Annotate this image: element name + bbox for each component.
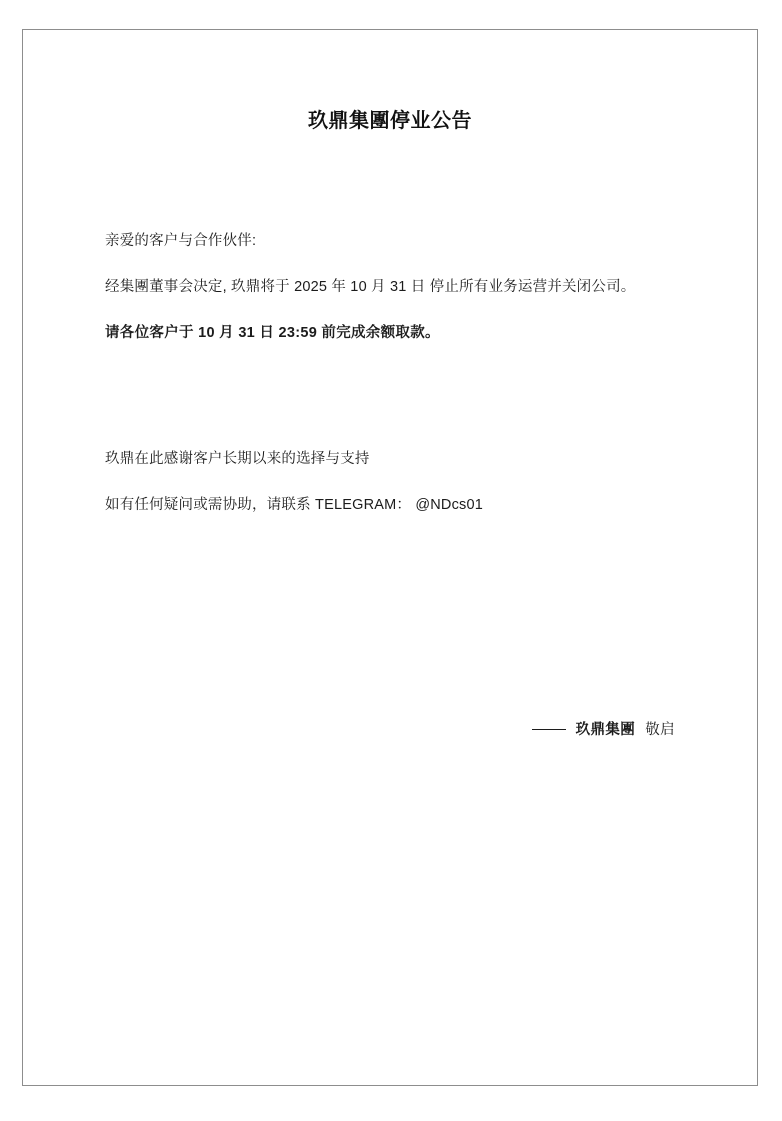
signature-dash-icon <box>532 729 566 730</box>
salutation-line: 亲爱的客户与合作伙伴: <box>105 233 257 249</box>
document-frame <box>22 29 758 1086</box>
signature-block <box>532 718 675 739</box>
contact-paragraph: 如有任何疑问或需协助，请联系 TELEGRAM： @NDcs01 <box>105 497 484 513</box>
document-body <box>105 218 683 528</box>
body-spacer <box>105 356 683 436</box>
page-title: 玖鼎集團停业公告 <box>308 110 472 132</box>
thanks-paragraph: 玖鼎在此感谢客户长期以来的选择与支持 <box>105 451 370 467</box>
signature-company-name: 玖鼎集團 <box>575 722 636 738</box>
document-content <box>23 30 757 1085</box>
withdrawal-deadline-paragraph: 请各位客户于 10 月 31 日 23:59 前完成余额取款。 <box>105 325 440 341</box>
closure-notice-paragraph: 经集團董事会决定, 玖鼎将于 2025 年 10 月 31 日 停止所有业务运营并关闭公司。 <box>105 279 636 295</box>
signature-suffix: 敬启 <box>645 722 675 738</box>
